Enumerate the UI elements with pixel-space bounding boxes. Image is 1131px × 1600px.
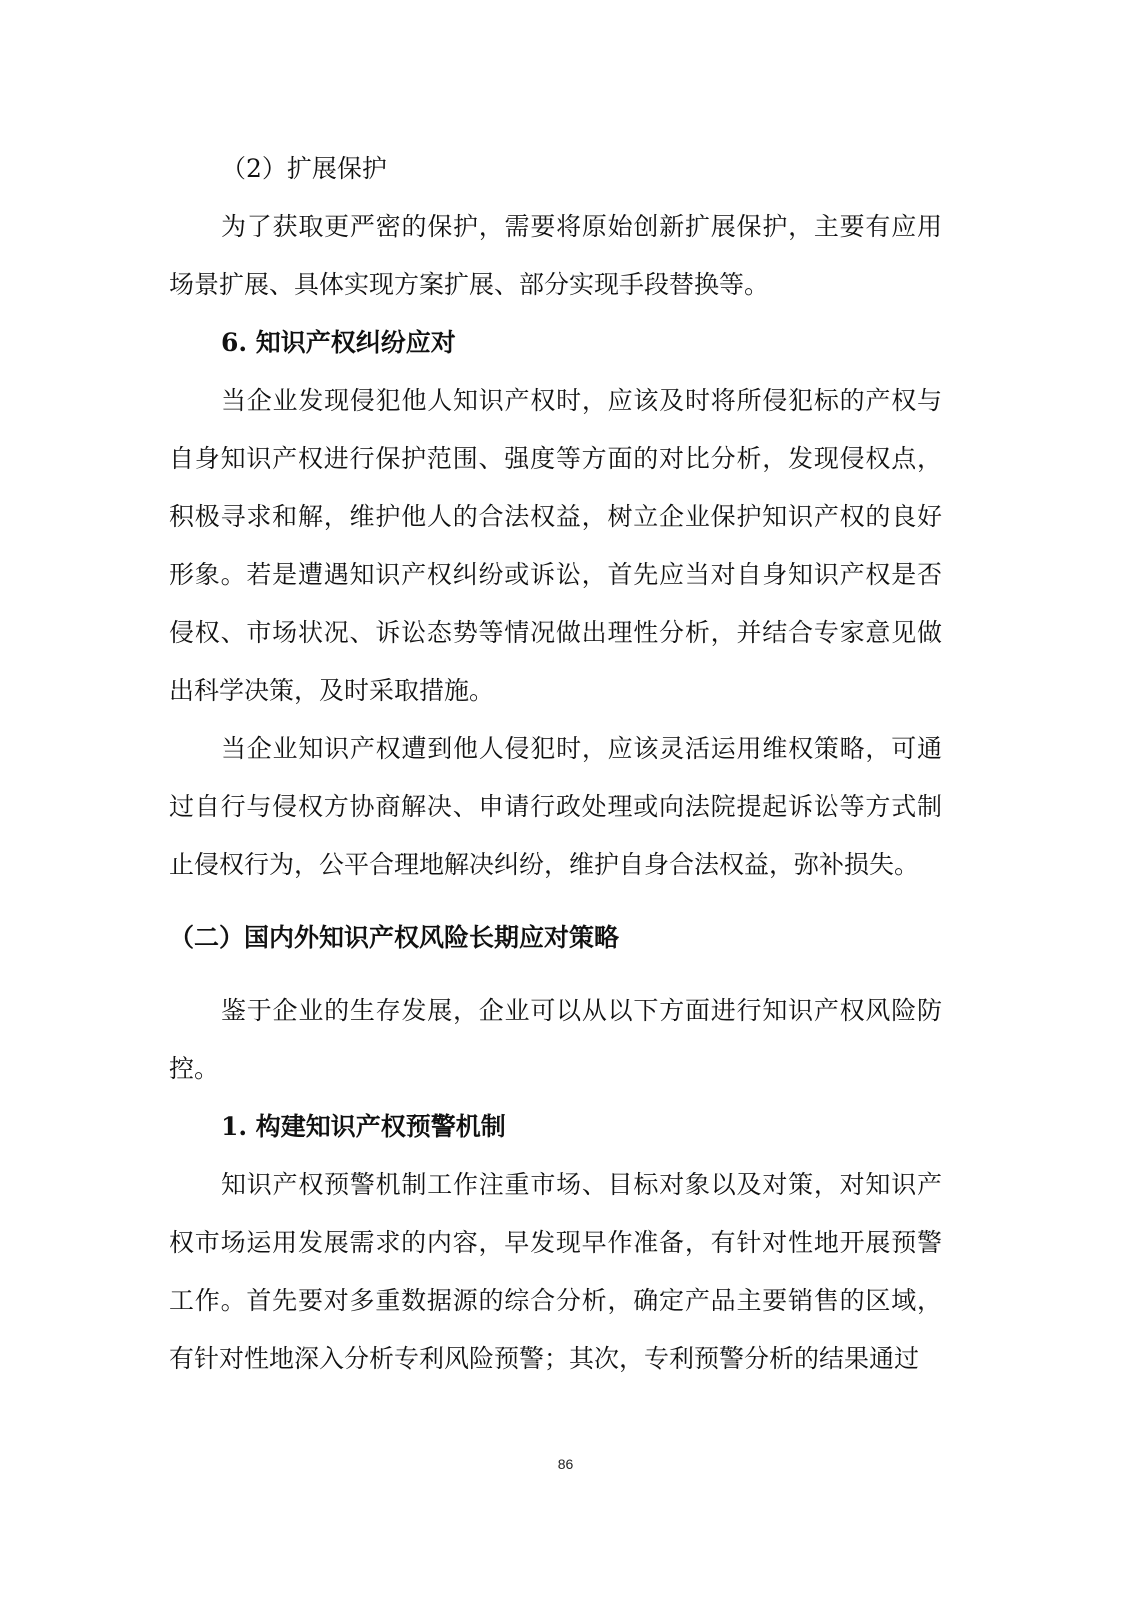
text-line: 形象。若是遭遇知识产权纠纷或诉讼，首先应当对自身知识产权是否 xyxy=(169,560,942,589)
text-line: 权市场运用发展需求的内容，早发现早作准备，有针对性地开展预警 xyxy=(169,1228,942,1257)
text-line: 工作。首先要对多重数据源的综合分析，确定产品主要销售的区域， xyxy=(169,1286,942,1315)
para-infringing-others xyxy=(169,372,942,720)
text-line: 当企业发现侵犯他人知识产权时，应该及时将所侵犯标的产权与 xyxy=(221,386,942,415)
heading-early-warning xyxy=(169,1098,942,1156)
text-line: 过自行与侵权方协商解决、申请行政处理或向法院提起诉讼等方式制 xyxy=(169,792,942,821)
text-line: 鉴于企业的生存发展，企业可以从以下方面进行知识产权风险防 xyxy=(221,996,942,1025)
text-line: 当企业知识产权遭到他人侵犯时，应该灵活运用维权策略，可通 xyxy=(221,734,942,763)
para-risk-prevention xyxy=(169,982,942,1098)
text-line: 出科学决策，及时采取措施。 xyxy=(169,676,495,705)
text-line: 自身知识产权进行保护范围、强度等方面的对比分析，发现侵权点， xyxy=(169,444,942,473)
text-line: 知识产权预警机制工作注重市场、目标对象以及对策，对知识产 xyxy=(221,1170,942,1199)
section-heading-long-term-strategy xyxy=(169,909,942,967)
para-being-infringed xyxy=(169,720,942,894)
heading-dispute-response xyxy=(169,314,942,372)
text-line: 场景扩展、具体实现方案扩展、部分实现手段替换等。 xyxy=(169,270,770,299)
text-line: 有针对性地深入分析专利风险预警；其次，专利预警分析的结果通过 xyxy=(169,1344,920,1373)
page-content xyxy=(169,140,942,1388)
para-early-warning xyxy=(169,1156,942,1388)
page-number: 86 xyxy=(557,1456,574,1472)
heading-text: 6. 知识产权纠纷应对 xyxy=(221,328,456,357)
text-line: 侵权、市场状况、诉讼态势等情况做出理性分析，并结合专家意见做 xyxy=(169,618,942,647)
text-line: 止侵权行为，公平合理地解决纠纷，维护自身合法权益，弥补损失。 xyxy=(169,850,920,879)
heading-text: （二）国内外知识产权风险长期应对策略 xyxy=(169,923,620,952)
heading-text: （2）扩展保护 xyxy=(221,154,387,183)
text-line: 积极寻求和解，维护他人的合法权益，树立企业保护知识产权的良好 xyxy=(169,502,942,531)
text-line: 控。 xyxy=(169,1054,220,1083)
text-line: 为了获取更严密的保护，需要将原始创新扩展保护，主要有应用 xyxy=(221,212,942,241)
subheading-extension-protection xyxy=(169,140,942,198)
heading-text: 1. 构建知识产权预警机制 xyxy=(221,1112,506,1141)
para-extension-protection xyxy=(169,198,942,314)
